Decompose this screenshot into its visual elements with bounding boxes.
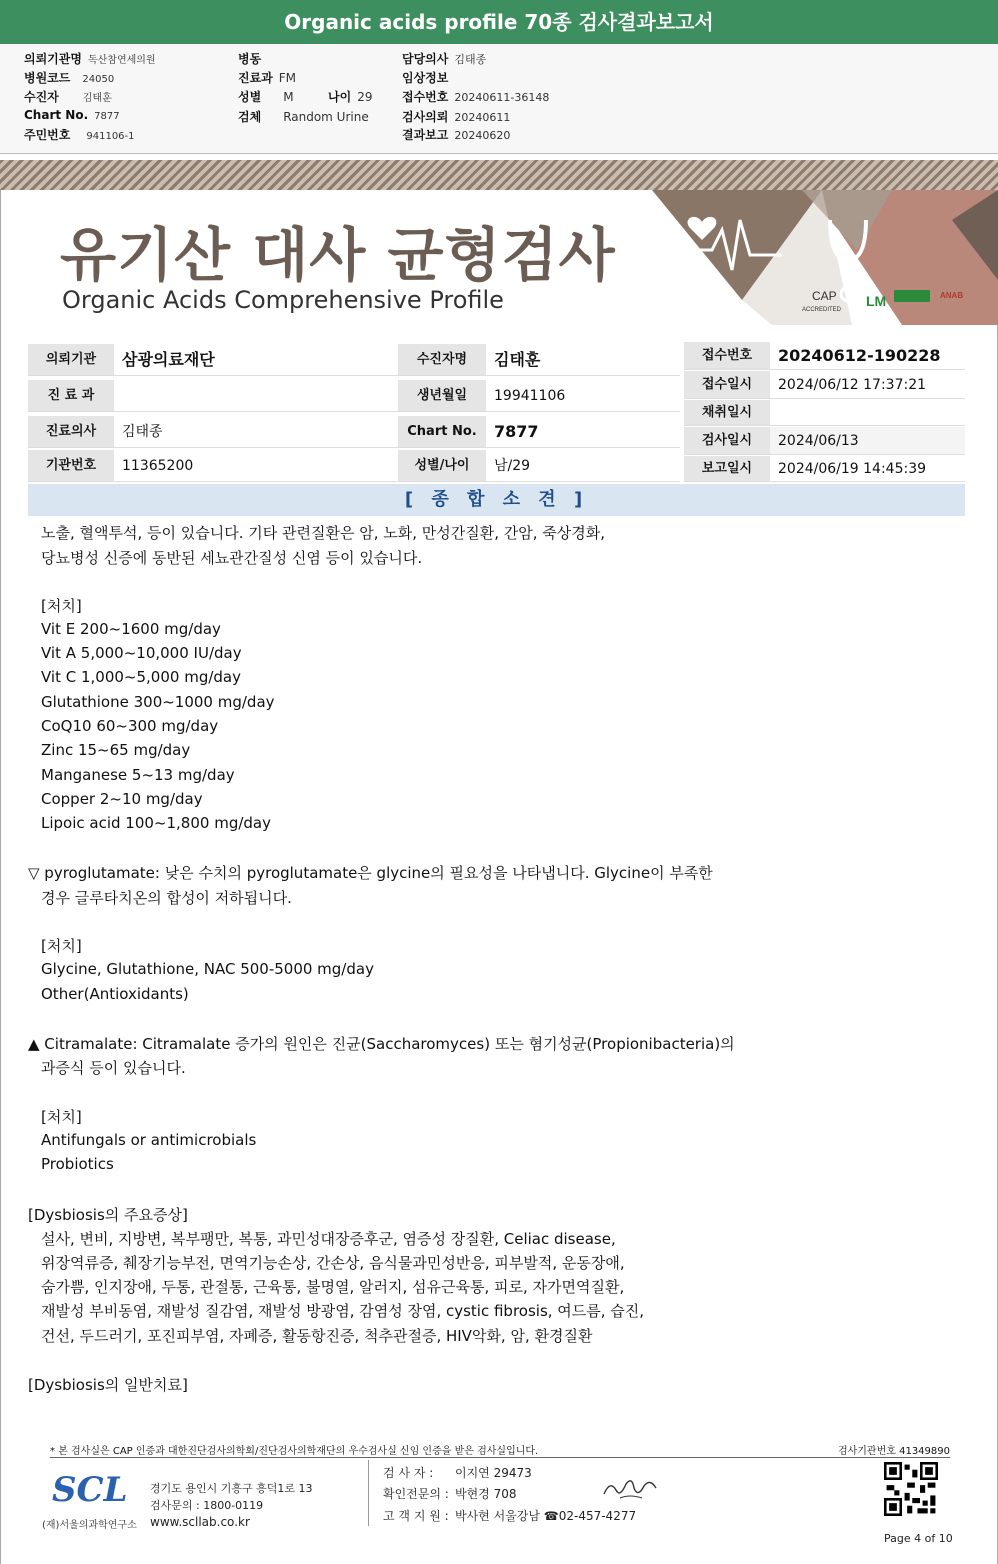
lab-contact: 검사문의 : 1800-0119 [150, 1499, 264, 1512]
body-line: Vit C 1,000~5,000 mg/day [41, 668, 241, 686]
report-date-label: 보고일시 [684, 456, 770, 482]
body-line: 설사, 변비, 지방변, 복부팽만, 복통, 과민성대장증후군, 염증성 장질환, Celiac disease, [41, 1230, 616, 1248]
lm-logo: LM [866, 293, 887, 309]
sexage-label: 성별/나이 [398, 450, 486, 482]
body-line: 건선, 두드러기, 포진피부염, 자폐증, 활동항진증, 척추관절증, HIV악화, 암, 환경질환 [41, 1327, 593, 1345]
hospital-code-label: 병원코드 [24, 71, 71, 85]
lab-website: www.scllab.co.kr [150, 1515, 250, 1529]
doctor-value-2: 김태종 [114, 416, 398, 448]
name-label: 수진자명 [398, 344, 486, 376]
result-label: 결과보고 [402, 128, 449, 142]
test-req-label: 검사의뢰 [402, 110, 449, 124]
body-line: Zinc 15~65 mg/day [41, 741, 191, 759]
body-line: Other(Antioxidants) [41, 985, 189, 1003]
receipt-date-label: 접수일시 [684, 371, 770, 399]
specialist-label: 확인전문의 : [383, 1487, 449, 1501]
top-info-panel [0, 44, 998, 154]
body-line: Vit E 200~1600 mg/day [41, 620, 221, 638]
lab-address: 경기도 용인시 기흥구 흥덕1로 13 [150, 1482, 313, 1495]
body-line: 과증식 등이 있습니다. [41, 1059, 186, 1077]
dept-label-2: 진 료 과 [28, 380, 114, 412]
support-value: 박사현 서울강남 ☎02-457-4277 [455, 1509, 637, 1523]
body-line: [처치] [41, 1108, 82, 1126]
specimen-label: 검체 [238, 110, 262, 124]
inst-no-label: 기관번호 [28, 450, 114, 482]
body-line: Lipoic acid 100~1,800 mg/day [41, 814, 271, 832]
clinical-label: 임상정보 [402, 71, 449, 85]
hospital-code-value: 24050 [82, 74, 115, 85]
age-label: 나이 [328, 90, 352, 104]
sex-label: 성별 [238, 90, 262, 104]
qr-code [884, 1462, 938, 1516]
body-line: 경우 글루타치온의 합성이 저하됩니다. [41, 889, 292, 907]
body-line: [처치] [41, 937, 82, 955]
tester-row [383, 1464, 532, 1481]
org-value: 삼광의료재단 [114, 344, 398, 376]
page-title-korean: 유기산 대사 균형검사 [60, 221, 616, 289]
chart-no-label: Chart No. [24, 108, 89, 122]
dept-value: FM [278, 71, 297, 85]
report-date-value: 2024/06/19 14:45:39 [770, 456, 965, 482]
collect-value [770, 400, 965, 426]
specialist-value: 박현경 708 [455, 1487, 517, 1501]
body-line: Glutathione 300~1000 mg/day [41, 693, 275, 711]
sex-value: M [283, 90, 294, 104]
body-line: Copper 2~10 mg/day [41, 790, 203, 808]
age-value: 29 [357, 90, 373, 104]
patient-value: 김태훈 [82, 93, 112, 104]
name-value: 김태훈 [486, 344, 680, 376]
body-line: Probiotics [41, 1155, 114, 1173]
body-line: 재발성 부비동염, 재발성 질감염, 재발성 방광염, 감염성 장염, cystic fibrosis, 여드름, 습진, [41, 1302, 645, 1320]
body-line: [Dysbiosis의 주요증상] [28, 1206, 188, 1224]
tester-label: 검 사 자 : [383, 1466, 434, 1480]
tester-value: 이지연 29473 [455, 1466, 532, 1480]
dob-value: 19941106 [486, 380, 680, 412]
support-label: 고 객 지 원 : [383, 1509, 449, 1523]
sexage-value: 남/29 [486, 450, 680, 482]
doctor-value: 김태종 [454, 53, 487, 66]
chart-no-value: 7877 [94, 111, 120, 122]
scl-logo-subtitle: (재)서울의과학연구소 [42, 1520, 137, 1531]
test-req-value: 20240611 [454, 111, 511, 124]
body-line: Glycine, Glutathione, NAC 500-5000 mg/day [41, 960, 374, 978]
inst-no-value: 11365200 [114, 450, 398, 482]
body-line: [Dysbiosis의 일반치료] [28, 1376, 188, 1394]
rrn-value: 941106-1 [86, 131, 135, 142]
rrn-label: 주민번호 [24, 128, 71, 142]
page-number: Page 4 of 10 [884, 1532, 953, 1545]
receipt-no-label: 접수번호 [684, 342, 770, 370]
body-line: CoQ10 60~300 mg/day [41, 717, 219, 735]
doctor-label: 담당의사 [402, 52, 449, 66]
signature-image [600, 1476, 660, 1502]
body-line: Antifungals or antimicrobials [41, 1131, 257, 1149]
request-org-label: 의뢰기관명 [24, 52, 82, 66]
org-label: 의뢰기관 [28, 344, 114, 376]
body-line: ▽ pyroglutamate: 낮은 수치의 pyroglutamate은 glycine의 필요성을 나타냅니다. Glycine이 부족한 [28, 864, 713, 882]
footer-notice-bar [50, 1440, 950, 1458]
anab-logo: ANAB [940, 291, 964, 300]
result-value: 20240620 [454, 129, 511, 142]
header-emblem [652, 160, 998, 325]
cap-logo: CAP [812, 289, 837, 303]
report-title-bar: Organic acids profile 70종 검사결과보고서 [0, 0, 998, 44]
support-row [383, 1507, 636, 1524]
receipt-value: 20240611-36148 [454, 91, 550, 104]
body-line: 당뇨병성 신증에 동반된 세뇨관간질성 신염 등이 있습니다. [41, 549, 423, 567]
specimen-value: Random Urine [283, 110, 369, 124]
certification-note: * 본 검사실은 CAP 인증과 대한진단검사의학회/진단검사의학재단의 우수검사실 신임 인증을 받은 검사실입니다. [50, 1446, 539, 1457]
collect-label: 채취일시 [684, 400, 770, 426]
patient-label: 수진자 [24, 90, 59, 104]
cap-logo-sub: ACCREDITED [802, 307, 842, 313]
footer-divider [368, 1460, 369, 1526]
body-line: Manganese 5~13 mg/day [41, 766, 235, 784]
page-title-english: Organic Acids Comprehensive Profile [62, 286, 504, 314]
receipt-date-value: 2024/06/12 17:37:21 [770, 371, 965, 399]
chart-label: Chart No. [398, 416, 486, 448]
dept-label: 진료과 [238, 71, 273, 85]
dept-value-2 [114, 380, 398, 412]
body-line: Vit A 5,000~10,000 IU/day [41, 644, 242, 662]
receipt-label: 접수번호 [402, 90, 449, 104]
body-line: 노출, 혈액투석, 등이 있습니다. 기타 관련질환은 암, 노화, 만성간질환, 간암, 죽상경화, [41, 524, 605, 542]
ward-label: 병동 [238, 52, 262, 66]
doctor-label-2: 진료의사 [28, 416, 114, 448]
body-line: ▲ Citramalate: Citramalate 증가의 원인은 진균(Saccharomyces) 또는 혐기성균(Propionibacteria)의 [28, 1035, 735, 1053]
chart-value: 7877 [486, 416, 680, 448]
specialist-row [383, 1485, 517, 1502]
request-org-value: 독산참연세의원 [87, 55, 156, 66]
receipt-no-value: 20240612-190228 [770, 342, 965, 370]
test-date-value: 2024/06/13 [770, 427, 965, 455]
scl-logo: SCL [52, 1470, 128, 1510]
test-date-label: 검사일시 [684, 427, 770, 455]
lab-registration-number: 검사기관번호 41349890 [837, 1446, 950, 1457]
summary-heading: [ 종 합 소 견 ] [28, 484, 965, 516]
body-line: 위장역류증, 췌장기능부전, 면역기능손상, 간손상, 음식물과민성반응, 피부발적, 운동장애, [41, 1254, 625, 1272]
dob-label: 생년월일 [398, 380, 486, 412]
body-line: 숨가쁨, 인지장애, 두통, 관절통, 근육통, 불명열, 알러지, 섬유근육통, 피로, 자가면역질환, [41, 1278, 625, 1296]
body-line: [처치] [41, 597, 82, 615]
